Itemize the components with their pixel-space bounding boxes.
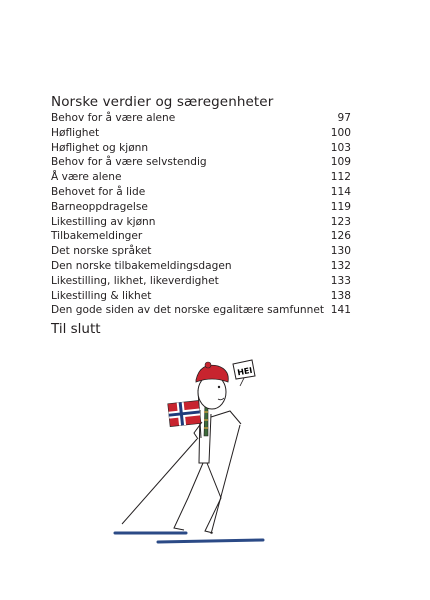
toc-entry-page: 123 <box>330 215 351 228</box>
toc-entry <box>51 215 351 230</box>
toc-entry <box>51 126 351 141</box>
toc-entry-label: Den gode siden av det norske egalitære samfunnet <box>51 304 325 317</box>
toc-entry-label: Høflighet og kjønn <box>51 141 149 154</box>
front-leg <box>205 463 221 533</box>
toc-entry-page: 112 <box>330 171 351 184</box>
toc-entry-page: 100 <box>330 126 351 139</box>
eye <box>218 386 220 388</box>
toc-entry <box>51 111 351 126</box>
toc-entry-label: Det norske språket <box>51 245 152 258</box>
toc-entry-page: 114 <box>330 185 351 198</box>
toc-entry <box>51 141 351 156</box>
greeting-sign <box>233 360 255 386</box>
toc-entry-label: Høflighet <box>51 126 100 139</box>
toc-entry <box>51 170 351 185</box>
sign-text: HEI <box>236 365 254 378</box>
norwegian-flag-icon <box>168 401 201 427</box>
toc-entry <box>51 229 351 244</box>
hat-pompom <box>205 362 211 368</box>
toc-list <box>51 111 351 318</box>
toc-entry <box>51 274 351 289</box>
toc-entry <box>51 244 351 259</box>
section-title: Norske verdier og særegenheter <box>51 94 274 110</box>
toc-entry-label: Tilbakemeldinger <box>51 230 143 243</box>
toc-entry-label: Behov for å være selvstendig <box>51 156 207 169</box>
back-pole <box>122 439 197 524</box>
toc-entry-label: Likestilling, likhet, likeverdighet <box>51 274 219 287</box>
back-leg <box>174 463 203 530</box>
toc-entry-page: 103 <box>330 141 351 154</box>
front-pole <box>211 425 240 534</box>
toc-entry <box>51 185 351 200</box>
toc-entry-label: Å være alene <box>51 171 122 184</box>
toc-entry-label: Behovet for å lide <box>51 185 146 198</box>
toc-entry-label: Den norske tilbakemeldingsdagen <box>51 259 232 272</box>
toc-entry <box>51 303 351 318</box>
toc-entry-label: Likestilling & likhet <box>51 289 152 302</box>
toc-entry <box>51 200 351 215</box>
toc-entry <box>51 259 351 274</box>
skier-illustration <box>100 350 280 555</box>
toc-entry-page: 132 <box>330 259 351 272</box>
toc-entry-page: 97 <box>337 112 351 124</box>
toc-entry <box>51 155 351 170</box>
toc-entry-label: Barneoppdragelse <box>51 200 148 213</box>
toc-entry-page: 133 <box>330 274 351 287</box>
toc-entry-page: 130 <box>330 245 351 258</box>
toc-entry-label: Behov for å være alene <box>51 112 176 124</box>
front-ski <box>158 540 263 542</box>
toc-entry-page: 126 <box>330 230 351 243</box>
toc-entry-page: 138 <box>330 289 351 302</box>
toc-entry-page: 141 <box>330 304 351 317</box>
toc-entry <box>51 289 351 304</box>
toc-entry-label: Likestilling av kjønn <box>51 215 156 228</box>
toc-entry-page: 119 <box>330 200 351 213</box>
toc-entry-page: 109 <box>330 156 351 169</box>
closing-title: Til slutt <box>51 321 101 337</box>
front-arm <box>211 411 241 424</box>
